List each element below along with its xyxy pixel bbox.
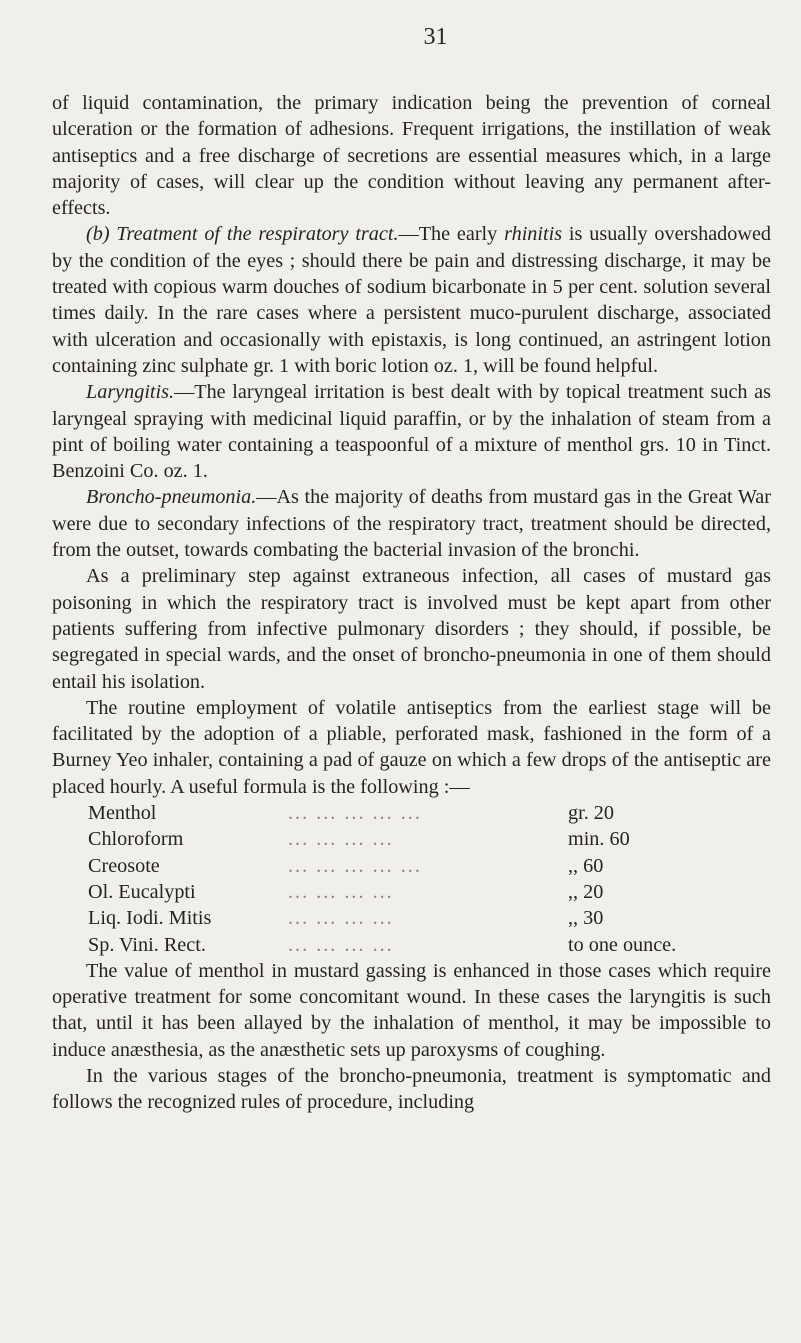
paragraph-8: In the various stages of the broncho-pneumonia, treatment is symptomatic and follows the recognized rules of procedure, including	[52, 1064, 771, 1114]
ingredient-name: Creosote	[88, 854, 160, 877]
ingredient-quantity: ,, 20	[568, 880, 604, 903]
ingredient-quantity: min. 60	[568, 828, 630, 851]
paragraph-6: The routine employment of volatile antiseptics from the earliest stage will be facilitated by the adoption of a pliable, perforated mask, fashioned in the form of a Burney Yeo inhaler, containing a pad of gauze on which a few drops of the antiseptic are placed hourly. A useful formula is the following :—	[52, 696, 771, 798]
leader-dots: ... ... ... ...	[288, 933, 394, 956]
paragraph-laryngitis	[52, 379, 771, 484]
paragraph-respiratory-tract	[52, 221, 771, 379]
leader-dots: ... ... ... ...	[288, 880, 394, 903]
leader-dots: ... ... ... ...	[288, 907, 394, 930]
page-number: 31	[423, 24, 448, 50]
paragraph-7: The value of menthol in mustard gassing is enhanced in those cases which require operative treatment for some concomitant wound. In these cases the laryngitis is such that, until it has been allayed by the inhalation of menthol, it may be impossible to induce anæsthesia, as the anæsthetic sets up paroxysms of coughing.	[52, 959, 771, 1061]
leader-dots: ... ... ... ... ...	[288, 802, 422, 825]
leader-dots: ... ... ... ...	[288, 828, 394, 851]
formula-row	[88, 932, 718, 958]
ingredient-name: Chloroform	[88, 828, 184, 851]
ingredient-quantity: gr. 20	[568, 802, 614, 825]
paragraph-5: As a preliminary step against extraneous infection, all cases of mustard gas poisoning in which the respiratory tract is involved must be kept apart from other patients suffering from infective pulmonary disorders ; they should, if possible, be segregated in special wards, and the onset of broncho-pneumonia in one of them should entail his isolation.	[52, 565, 771, 693]
term-rhinitis: rhinitis	[504, 223, 563, 246]
paragraph-text: is usually overshadowed by the condition of the eyes ; should there be pain and distressing discharge, it may be treated with copious warm douches of sodium bicarbonate in 5 per cent. solution several times daily. In the rare cases where a persistent muco-purulent discharge, associated with ulceration and occasionally with epistaxis, is long continued, an astringent lotion containing zinc sulphate gr. 1 with boric lotion oz. 1, will be found helpful.	[52, 223, 771, 377]
formula-table	[88, 800, 718, 958]
section-heading-broncho-pneumonia: Broncho-pneumonia.	[86, 486, 257, 509]
ingredient-name: Sp. Vini. Rect.	[88, 933, 206, 956]
formula-row	[88, 800, 718, 826]
formula-row	[88, 879, 718, 905]
formula-row	[88, 905, 718, 931]
ingredient-quantity: ,, 60	[568, 854, 604, 877]
ingredient-quantity: to one ounce.	[568, 933, 677, 956]
section-heading-laryngitis: Laryngitis.	[86, 381, 175, 404]
ingredient-name: Menthol	[88, 802, 157, 825]
paragraph-1: of liquid contamination, the primary indication being the prevention of corneal ulceration or the formation of adhesions. Frequent irrigations, the instillation of weak antiseptics and a free discharge of secretions are essential measures which, in a large majority of cases, will clear up the condition without leaving any permanent after-effects.	[52, 92, 771, 220]
paragraph-text: —The laryngeal irritation is best dealt with by topical treatment such as laryngeal spraying with medicinal liquid paraffin, or by the inhalation of steam from a pint of boiling water containing a teaspoonful of a mixture of menthol grs. 10 in Tinct. Benzoini Co. oz. 1.	[52, 381, 771, 483]
section-heading-respiratory: (b) Treatment of the respiratory tract.	[86, 223, 399, 246]
ingredient-name: Ol. Eucalypti	[88, 880, 196, 903]
formula-row	[88, 853, 718, 879]
ingredient-name: Liq. Iodi. Mitis	[88, 907, 212, 930]
paragraph-text: —The early	[398, 223, 505, 246]
paragraph-text: —As the majority of deaths from mustard gas in the Great War were due to secondary infections of the respiratory tract, treatment should be directed, from the outset, towards combating the bacterial invasion of the bronchi.	[52, 486, 771, 562]
paragraph-broncho-pneumonia	[52, 484, 771, 563]
ingredient-quantity: ,, 30	[568, 907, 604, 930]
leader-dots: ... ... ... ... ...	[288, 854, 422, 877]
formula-row	[88, 826, 718, 852]
